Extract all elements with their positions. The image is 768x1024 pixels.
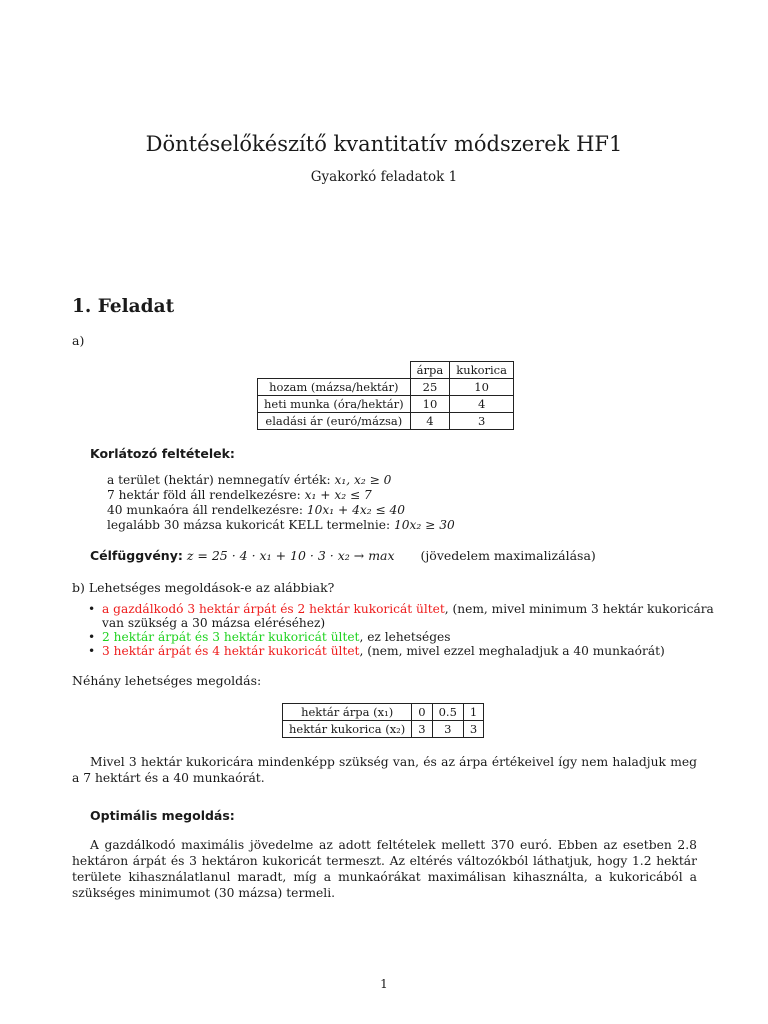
table-header-cell: kukorica [450,362,514,379]
table-row [258,379,514,396]
constraint-line [107,503,455,518]
table-cell: 3 [463,721,483,738]
table-row [258,396,514,413]
option-highlight: 3 hektár árpát és 4 hektár kukoricát ültet [102,644,360,658]
option-rest: , (nem, mivel minimum 3 hektár kukoricára van szükség a 30 mázsa eléréséhez) [102,602,714,630]
table-header-row [258,362,514,379]
table-cell: 0.5 [432,704,463,721]
table-cell: 0 [412,704,432,721]
objective-line [90,548,596,563]
solutions-table [282,703,484,738]
option-rest: , (nem, mivel ezzel meghaladjuk a 40 munkaórát) [359,644,665,658]
table-row [283,721,484,738]
bullet-icon: • [88,644,96,658]
some-solutions-label: Néhány lehetséges megoldás: [72,673,262,688]
table-cell: 3 [450,413,514,430]
objective-label: Célfüggvény: [90,548,183,563]
row-label: hektár árpa (x₁) [283,704,412,721]
list-item [88,644,718,658]
section-heading: 1. Feladat [72,296,175,317]
explanation-paragraph: Mivel 3 hektár kukoricára mindenképp szükség van, és az árpa értékeivel így nem haladjuk meg a 7 hektárt és a 40 munkaórát. [72,755,697,785]
constraint-line [107,488,455,503]
table-cell: 3 [412,721,432,738]
document-title: Döntéselőkészítő kvantitatív módszerek HF1 [145,132,623,156]
constraint-math: 10x₁ + 4x₂ ≤ 40 [306,503,406,517]
option-rest: , ez lehetséges [359,630,451,644]
table-cell: 4 [450,396,514,413]
row-label: eladási ár (euró/mázsa) [258,413,411,430]
constraint-text: 7 hektár föld áll rendelkezésre: [107,488,305,502]
table-corner-cell [258,362,411,379]
constraint-text: 40 munkaóra áll rendelkezésre: [107,503,307,517]
part-b-question: b) Lehetséges megoldások-e az alábbiak? [72,580,335,595]
table-row [283,704,484,721]
table-cell: 10 [450,379,514,396]
list-item [88,630,718,644]
table-row [258,413,514,430]
table-cell: 1 [463,704,483,721]
constraint-math: x₁, x₂ ≥ 0 [334,473,392,487]
crop-data-table [257,361,514,430]
table-cell: 4 [410,413,450,430]
optimal-paragraph: A gazdálkodó maximális jövedelme az adott feltételek mellett 370 euró. Ebben az esetben 2.8 hektáron árpát és 3 hektáron kukoricát termeszt. Az eltérés változókból láthatjuk, hogy 1.2 hektár területe kihasználatlanul maradt, míg a munkaórákat maximálisan kihasználta, a kukoricából a szükséges minimumot (30 mázsa) termeli. [72,838,697,900]
table-cell: 25 [410,379,450,396]
list-item [88,602,718,630]
optimal-heading: Optimális megoldás: [90,808,235,823]
constraint-line [107,518,455,533]
constraint-math: 10x₂ ≥ 30 [394,518,455,532]
bullet-icon: • [88,630,96,644]
table-header-cell: árpa [410,362,450,379]
table-cell: 3 [432,721,463,738]
row-label: hektár kukorica (x₂) [283,721,412,738]
bullet-icon: • [88,602,96,616]
constraints-list [107,473,455,533]
row-label: heti munka (óra/hektár) [258,396,411,413]
constraints-heading: Korlátozó feltételek: [90,446,235,461]
objective-math: z = 25 · 4 · x₁ + 10 · 3 · x₂ → max [186,548,395,563]
page-number: 1 [380,977,388,991]
constraint-math: x₁ + x₂ ≤ 7 [304,488,372,502]
part-a-label: a) [72,333,85,348]
constraint-text: a terület (hektár) nemnegatív érték: [107,473,335,487]
constraint-text: legalább 30 mázsa kukoricát KELL termelnie: [107,518,394,532]
objective-note: (jövedelem maximalizálása) [420,548,596,563]
option-highlight: 2 hektár árpát és 3 hektár kukoricát ültet [102,630,360,644]
table-cell: 10 [410,396,450,413]
option-highlight: a gazdálkodó 3 hektár árpát és 2 hektár kukoricát ültet [102,602,445,616]
document-subtitle: Gyakorkó feladatok 1 [310,169,458,185]
row-label: hozam (mázsa/hektár) [258,379,411,396]
options-list [88,602,718,658]
constraint-line [107,473,455,488]
